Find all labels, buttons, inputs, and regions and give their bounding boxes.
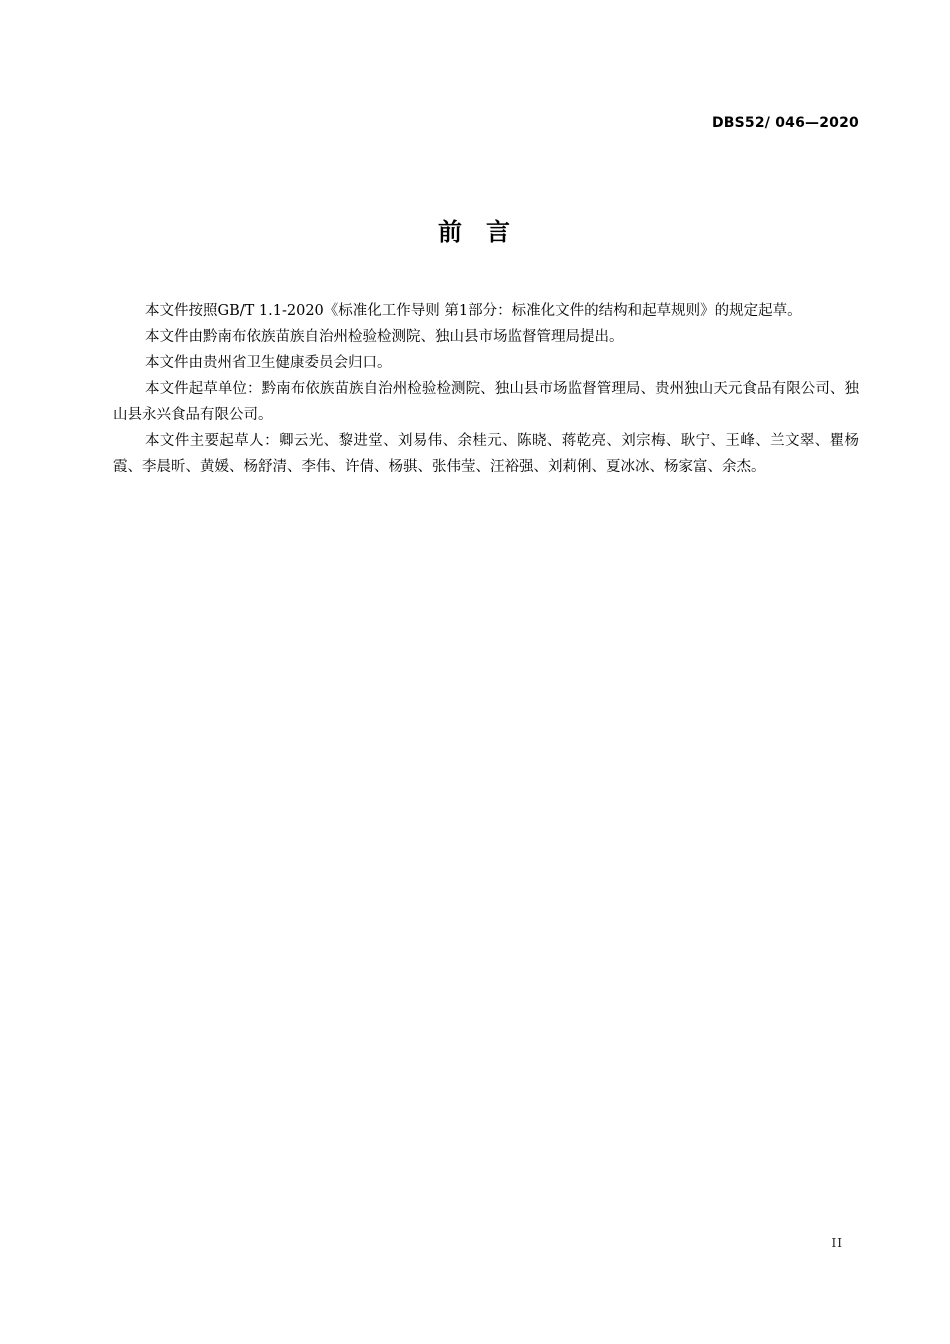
page-number: II [831, 1236, 843, 1250]
paragraph-drafters: 本文件主要起草人：卿云光、黎进堂、刘易伟、余桂元、陈晓、蒋乾亮、刘宗梅、耿宁、王峰、兰文翠、瞿杨霞、李晨昕、黄媛、杨舒清、李伟、许倩、杨骐、张伟莹、汪裕强、刘莉俐、夏冰冰、杨家富、余杰。 [113, 433, 859, 475]
document-code: DBS52/ 046—2020 [711, 115, 859, 131]
title-char-2: 言 [486, 218, 512, 246]
page-title [0, 212, 950, 247]
title-char-1: 前 [438, 218, 464, 246]
paragraph-drafting-basis: 本文件按照GB/T 1.1-2020《标准化工作导则 第1部分：标准化文件的结构和起草规则》的规定起草。 [145, 303, 802, 319]
paragraph-proposer: 本文件由黔南布依族苗族自治州检验检测院、独山县市场监督管理局提出。 [145, 329, 624, 345]
paragraph-administrator: 本文件由贵州省卫生健康委员会归口。 [145, 355, 392, 371]
paragraph-drafting-units: 本文件起草单位：黔南布依族苗族自治州检验检测院、独山县市场监督管理局、贵州独山天元食品有限公司、独山县永兴食品有限公司。 [113, 381, 859, 423]
foreword-body [113, 298, 859, 480]
